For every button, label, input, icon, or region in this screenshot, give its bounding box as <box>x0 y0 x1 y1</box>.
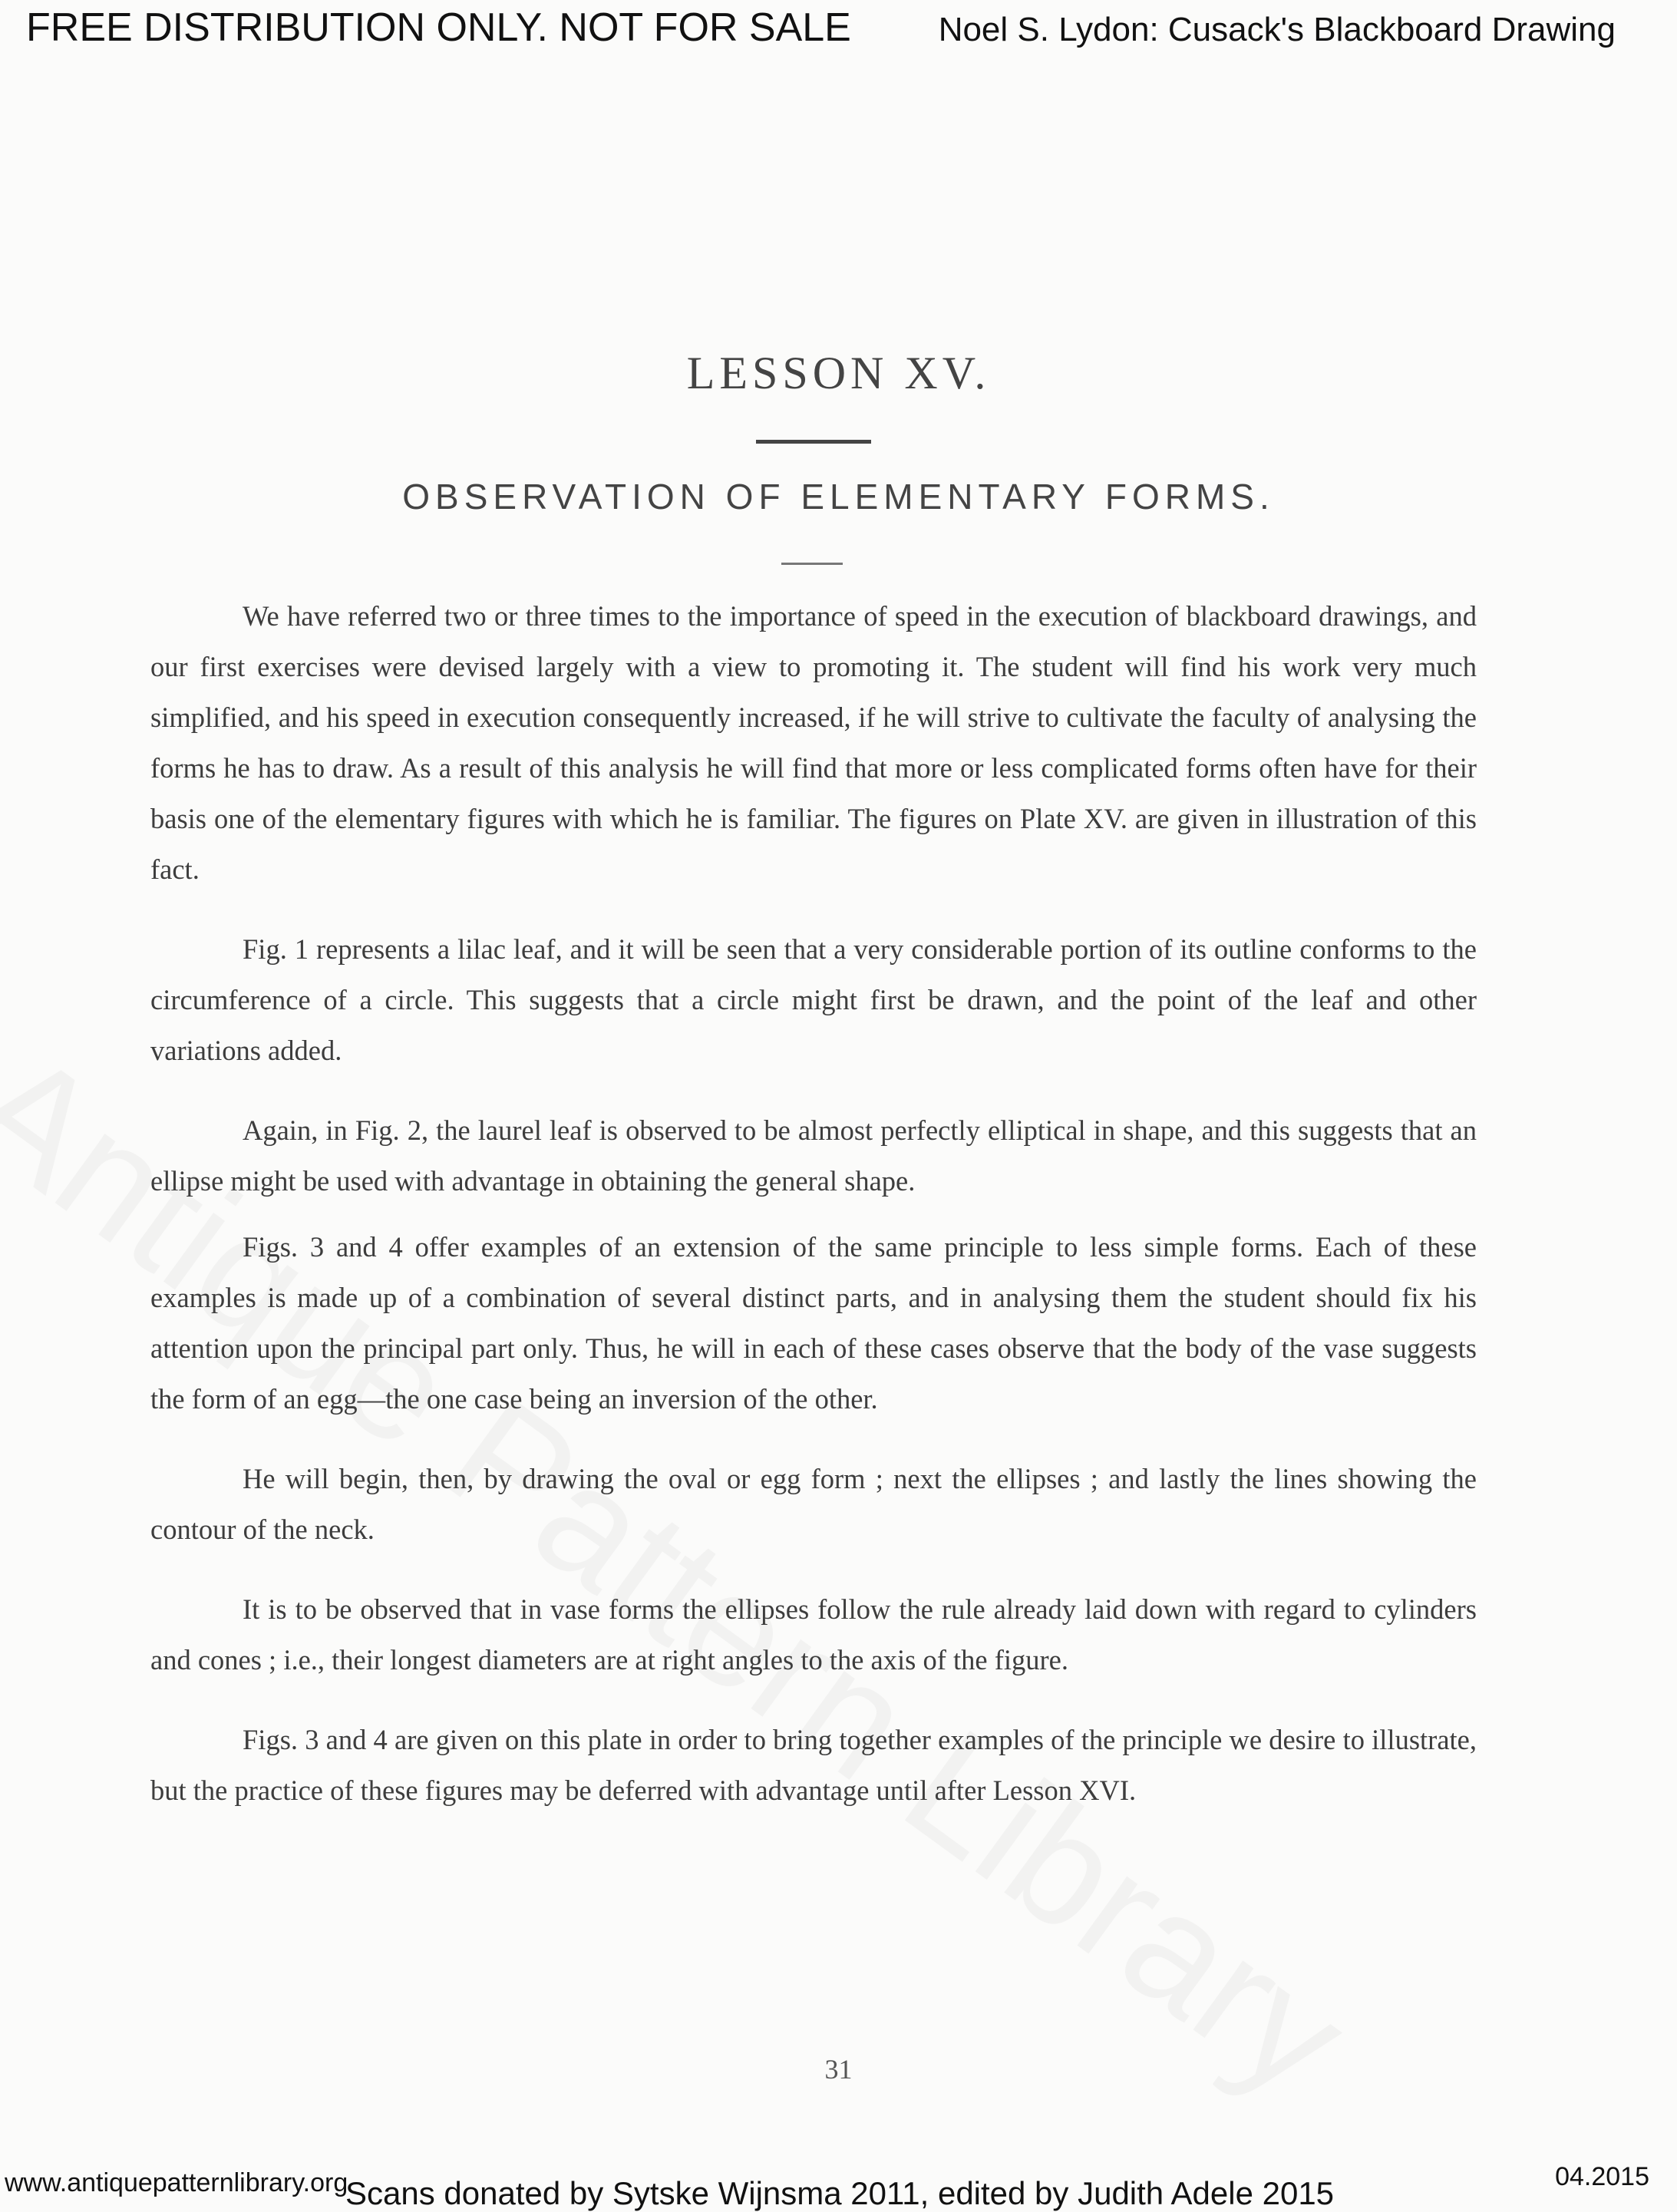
footer-credits: Scans donated by Sytske Wijnsma 2011, edited by Judith Adele 2015 <box>345 2175 1335 2211</box>
header-book-title: Noel S. Lydon: Cusack's Blackboard Drawing <box>938 11 1616 48</box>
paragraph: It is to be observed that in vase forms the ellipses follow the rule already laid down with regard to cylinders and cones ; i.e., their longest diameters are at right angles to the axis of the figure. <box>150 1593 1477 1676</box>
lesson-title: LESSON XV. <box>686 348 991 398</box>
footer-date: 04.2015 <box>1555 2162 1649 2191</box>
paragraph: Again, in Fig. 2, the laurel leaf is observed to be almost perfectly elliptical in shape, and this suggests that an ellipse might be used with advantage in obtaining the general shape. <box>150 1114 1477 1197</box>
footer-website-link[interactable]: www.antiquepatternlibrary.org <box>5 2168 348 2197</box>
paragraph: Figs. 3 and 4 are given on this plate in order to bring together examples of the principle we desire to illustrate, but the practice of these figures may be deferred with advantage until after Lesson XVI. <box>150 1724 1477 1806</box>
section-divider <box>781 563 843 565</box>
paragraph: Fig. 1 represents a lilac leaf, and it will be seen that a very considerable portion of its outline conforms to the circumference of a circle. This suggests that a circle might first be drawn, and the point of the leaf and other variations added. <box>150 933 1477 1066</box>
paragraph: We have referred two or three times to the importance of speed in the execution of blackboard drawings, and our first exercises were devised largely with a view to promoting it. The student will find his work very much simplified, and his speed in execution consequently increased, if he will strive to cultivate the faculty of analysing the forms he has to draw. As a result of this analysis he will find that more or less complicated forms often have for their basis one of the elementary figures with which he is familiar. The figures on Plate XV. are given in illustration of this fact. <box>150 600 1477 885</box>
paragraph: Figs. 3 and 4 offer examples of an extension of the same principle to less simple forms. Each of these examples is made up of a combination of several distinct parts, and in analysing them the student should fix his attention upon the principal part only. Thus, he will in each of these cases observe that the body of the vase suggests the form of an egg—the one case being an inversion of the other. <box>150 1231 1477 1415</box>
header-distribution-notice: FREE DISTRIBUTION ONLY. NOT FOR SALE <box>26 5 851 50</box>
body-text <box>150 591 1477 1845</box>
paragraph: He will begin, then, by drawing the oval or egg form ; next the ellipses ; and lastly the lines showing the contour of the neck. <box>150 1463 1477 1545</box>
title-divider <box>756 440 871 444</box>
page-number: 31 <box>824 2054 853 2085</box>
section-title: OBSERVATION OF ELEMENTARY FORMS. <box>402 477 1275 517</box>
